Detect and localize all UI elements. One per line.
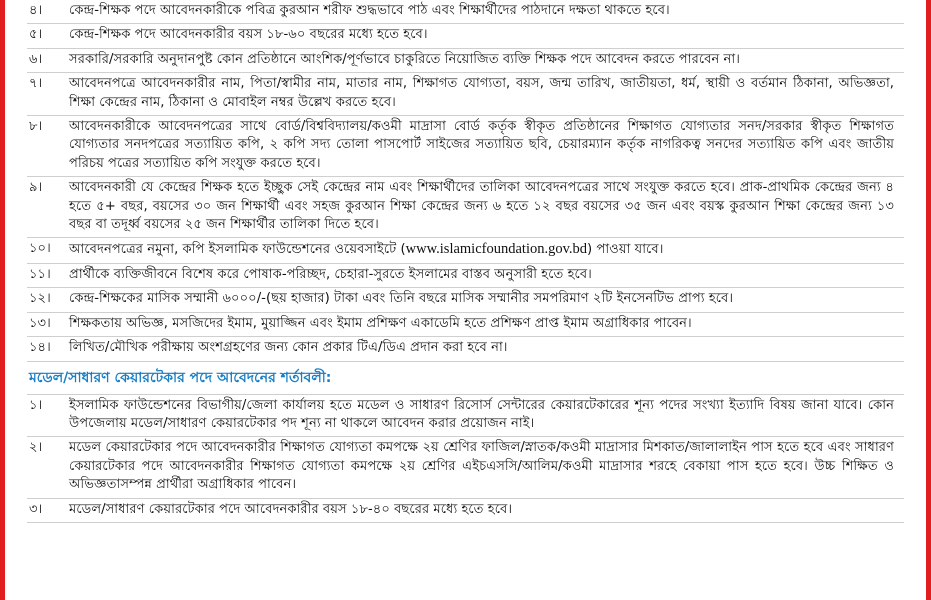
condition-item <box>27 238 904 263</box>
item-number: ৫। <box>29 27 43 43</box>
condition-item <box>27 337 904 361</box>
condition-item <box>27 24 904 48</box>
website-link[interactable]: www.islamicfoundation.gov.bd <box>405 241 588 258</box>
item-text: কেন্দ্র-শিক্ষক পদে আবেদনকারীকে পবিত্র কুরআন শরীফ শুদ্ধভাবে পাঠ এবং শিক্ষার্থীদের পাঠদানে দক্ষতা থাকতে হবে। <box>69 3 670 18</box>
item-text: সরকারি/সরকারি অনুদানপুষ্ট কোন প্রতিষ্ঠানে আংশিক/পূর্ণভাবে চাকুরিতে নিয়োজিত ব্যক্তি শিক্ষক পদে আবেদন করতে পারবেন না। <box>69 51 740 67</box>
item-text-before: আবেদনপত্রের নমুনা, কপি ইসলামিক ফাউন্ডেশনের ওয়েবসাইটে ( <box>69 242 406 258</box>
condition-item <box>27 499 904 523</box>
item-number: ১। <box>29 397 43 413</box>
item-number: ৬। <box>29 51 43 67</box>
item-number: ৪। <box>29 3 43 18</box>
item-text: শিক্ষকতায় অভিজ্ঞ, মসজিদের ইমাম, মুয়াজ্জিন এবং ইমাম প্রশিক্ষণ একাডেমি হতে প্রশিক্ষণ প্রাপ্ত ইমাম অগ্রাধিকার পাবেন। <box>69 315 692 331</box>
condition-item <box>27 264 904 288</box>
item-text: ইসলামিক ফাউন্ডেশনের বিভাগীয়/জেলা কার্যালয় হতে মডেল ও সাধারণ রিসোর্স সেন্টারের কেয়ারটেকারের শূন্য পদের সংখ্যা ইত্যাদি বিষয় জানা যাবে। কোন উপজেলায় মডেল/সাধারণ কেয়ারটেকার পদ শূন্য না থাকলে আবেদন করার প্রয়োজন নাই। <box>69 397 894 431</box>
item-text: মডেল/সাধারণ কেয়ারটেকার পদে আবেদনকারীর বয়স ১৮-৪০ বছরের মধ্যে হতে হবে। <box>69 501 513 517</box>
condition-item <box>27 288 904 312</box>
condition-item <box>27 177 904 238</box>
item-number: ১০। <box>29 241 51 257</box>
item-text: কেন্দ্র-শিক্ষক পদে আবেদনকারীর বয়স ১৮-৬০ বছরের মধ্যে হতে হবে। <box>69 27 428 43</box>
item-text <box>69 240 904 259</box>
condition-item <box>27 313 904 337</box>
condition-item <box>27 73 904 116</box>
item-number: ১২। <box>29 291 51 307</box>
section-heading: মডেল/সাধারণ কেয়ারটেকার পদে আবেদনের শর্তাবলী: <box>27 362 904 395</box>
item-text: আবেদনকারী যে কেন্দ্রের শিক্ষক হতে ইচ্ছুক সেই কেন্দ্রের নাম এবং শিক্ষার্থীদের তালিকা আবেদনপত্রের সাথে সংযুক্ত করতে হবে। প্রাক-প্রাথমিক কেন্দ্রের জন্য ৪ হতে ৫+ বছর, বয়সের ৩০ জন শিক্ষার্থী এবং সহজ কুরআন শিক্ষা কেন্দ্রের জন্য ৬ হতে ১২ বছর বয়সের ৩৫ জন এবং বয়স্ক কুরআন শিক্ষা কেন্দ্রের জন্য ১৩ বছর বা তদূর্ধ্ব বয়সের ২৫ জন শিক্ষার্থীর তালিকা দিতে হবে। <box>69 180 894 233</box>
conditions-list <box>27 0 904 523</box>
item-text: লিখিত/মৌখিক পরীক্ষায় অংশগ্রহণের জন্য কোন প্রকার টিএ/ডিএ প্রদান করা হবে না। <box>69 340 508 356</box>
condition-item <box>27 116 904 177</box>
condition-item <box>27 395 904 438</box>
item-text: কেন্দ্র-শিক্ষকের মাসিক সম্মানী ৬০০০/-(ছয় হাজার) টাকা এবং তিনি বছরে মাসিক সম্মানীর সমপরিমাণ ২টি ইনসেনটিভ প্রাপ্য হবে। <box>69 291 734 307</box>
item-number: ৯। <box>29 180 43 196</box>
item-number: ৮। <box>29 119 43 135</box>
item-text: প্রার্থীকে ব্যক্তিজীবনে বিশেষ করে পোষাক-পরিচ্ছদ, চেহারা-সুরতে ইসলামের বাস্তব অনুসারী হতে হবে। <box>69 266 592 282</box>
item-number: ১৩। <box>29 315 51 331</box>
item-text: মডেল কেয়ারটেকার পদে আবেদনকারীর শিক্ষাগত যোগ্যতা কমপক্ষে ২য় শ্রেণির ফাজিল/স্নাতক/কওমী মাদ্রাসার মিশকাত/জালালাইন পাস হতে হবে এবং সাধারণ কেয়ারটেকার পদে আবেদনকারীর শিক্ষাগত যোগ্যতা কমপক্ষে ২য় শ্রেণির এইচএসসি/আলিম/কওমী মাদ্রাসার শরহে বেকায়া পাস হতে হবে। উচ্চ শিক্ষিত ও অভিজ্ঞতাসম্পন্ন প্রার্থীরা অগ্রাধিকার পাবেন। <box>69 440 894 493</box>
item-text-after: ) পাওয়া যাবে। <box>587 242 664 258</box>
item-number: ১৪। <box>29 340 51 356</box>
condition-item <box>27 49 904 73</box>
item-text: আবেদনকারীকে আবেদনপত্রের সাথে বোর্ড/বিশ্ববিদ্যালয়/কওমী মাদ্রাসা বোর্ড কর্তৃক স্বীকৃত প্রতিষ্ঠানের শিক্ষাগত যোগ্যতার সনদ/সরকার স্বীকৃত শিক্ষাগত যোগ্যতার সনদপত্রের সত্যায়িত কপি, ২ কপি সদ্য তোলা পাসপোর্ট সাইজের সত্যায়িত ছবি, চেয়ারম্যান কর্তৃক নাগরিকত্ব সনদের সত্যায়িত কপি এবং জাতীয় পরিচয় পত্রের সত্যায়িত কপি সংযুক্ত করতে হবে। <box>69 119 894 171</box>
condition-item <box>27 0 904 24</box>
item-number: ৩। <box>29 501 43 517</box>
item-number: ২। <box>29 440 43 456</box>
condition-item <box>27 437 904 498</box>
item-number: ৭। <box>29 76 43 92</box>
item-number: ১১। <box>29 266 51 282</box>
item-text: আবেদনপত্রে আবেদনকারীর নাম, পিতা/স্বামীর নাম, মাতার নাম, শিক্ষাগত যোগ্যতা, বয়স, জন্ম তারিখ, জাতীয়তা, ধর্ম, স্থায়ী ও বর্তমান ঠিকানা, অভিজ্ঞতা, শিক্ষা কেন্দ্রের নাম, ঠিকানা ও মোবাইল নম্বর উল্লেখ করতে হবে। <box>69 76 894 110</box>
